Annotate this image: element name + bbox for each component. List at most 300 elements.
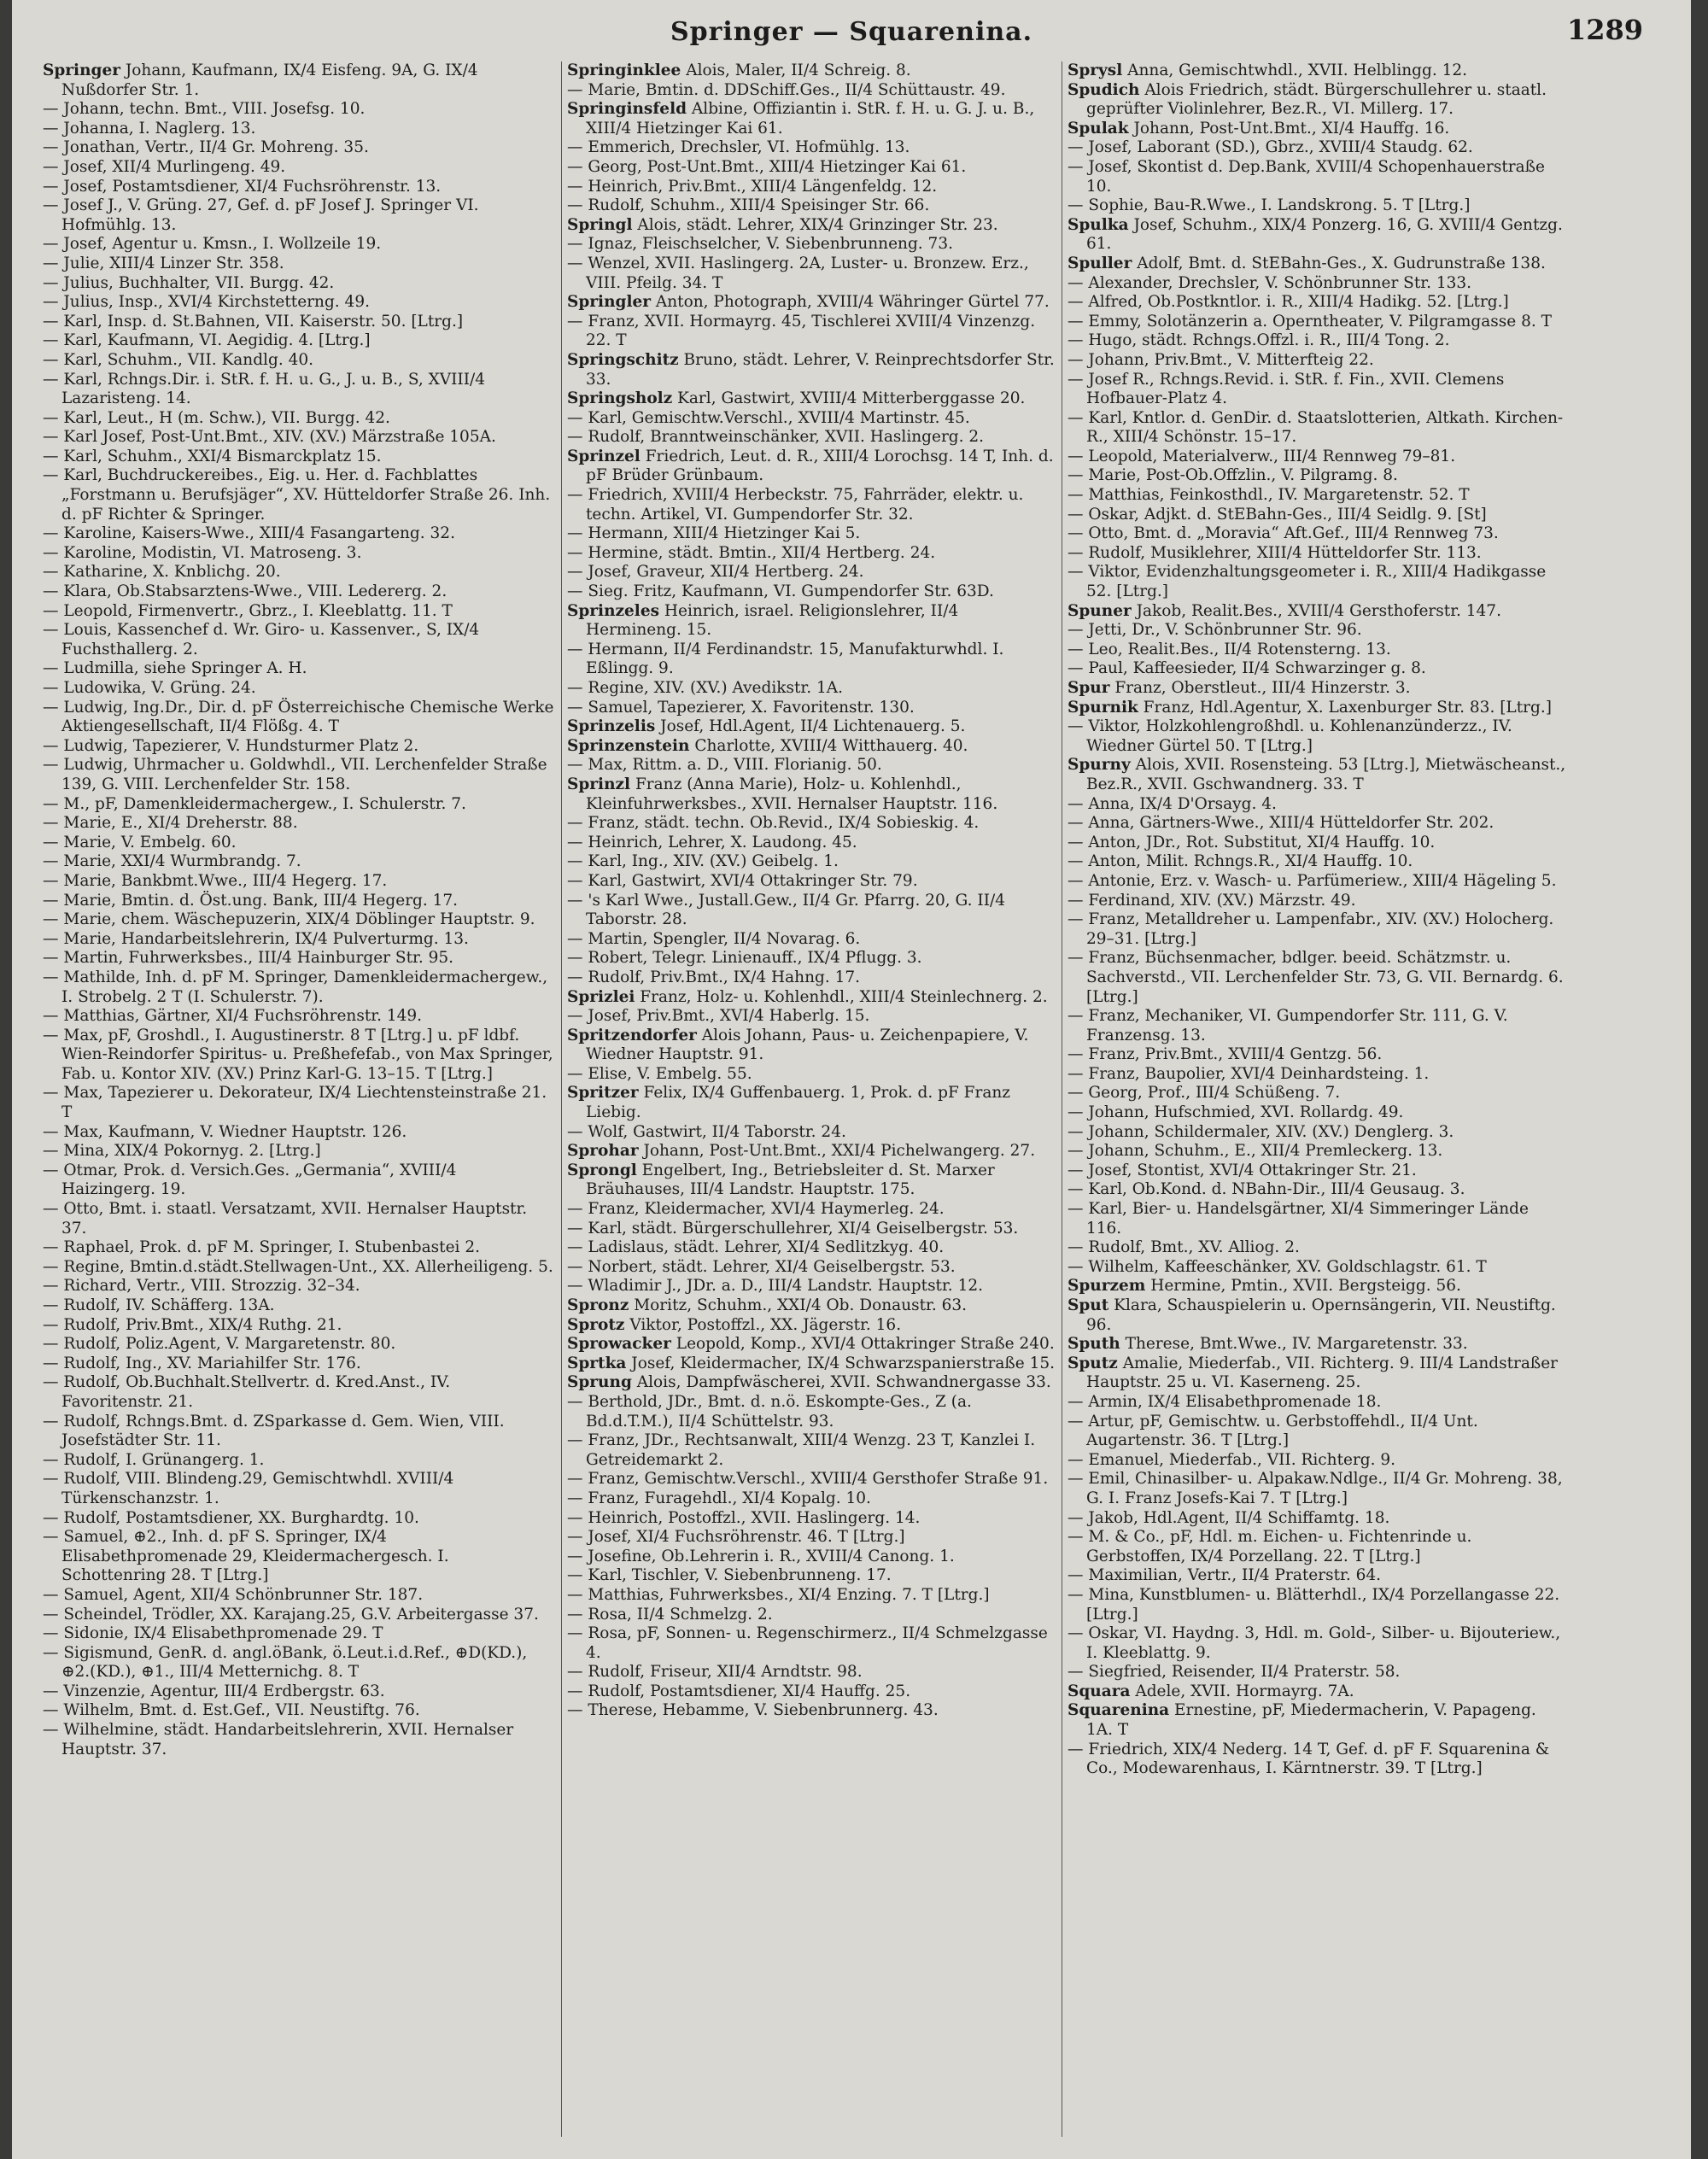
entry-text: Franz, Hdl.Agentur, X. Laxenburger Str. 83. [Ltrg.] — [1138, 698, 1552, 717]
entry-text: — Hermann, II/4 Ferdinandstr. 15, Manufakturwhdl. I. Eßlingg. 9. — [567, 640, 1004, 678]
entry-headword: Springsholz — [567, 389, 673, 408]
directory-entry — [567, 1200, 1056, 1220]
directory-entry — [43, 1335, 555, 1354]
directory-entry — [1068, 1296, 1566, 1335]
directory-entry — [1068, 120, 1566, 139]
directory-entry — [567, 428, 1056, 448]
directory-entry — [567, 1624, 1056, 1663]
directory-entry — [1068, 466, 1566, 486]
entry-text: — M. & Co., pF, Hdl. m. Eichen- u. Fichtenrinde u. Gerbstoffen, IX/4 Porzellang. 22. T [Ltrg.] — [1068, 1528, 1472, 1565]
directory-entry — [43, 602, 555, 622]
directory-entry — [1068, 1007, 1566, 1045]
entry-text: — Martin, Fuhrwerksbes., III/4 Hainburger Str. 95. — [43, 949, 454, 968]
directory-entry — [1068, 506, 1566, 525]
entry-text: — Ludwig, Ing.Dr., Dir. d. pF Österreichische Chemische Werke Aktiengesellschaft, II/4 Flößg. 4. T — [43, 698, 554, 736]
directory-entry — [43, 100, 555, 120]
directory-entry — [1068, 949, 1566, 1007]
entry-text: — Josef, Agentur u. Kmsn., I. Wollzeile 19. — [43, 235, 382, 254]
entry-text: Moritz, Schuhm., XXI/4 Ob. Donaustr. 63. — [629, 1296, 968, 1314]
directory-entry — [567, 814, 1056, 834]
directory-entry — [567, 1701, 1056, 1721]
directory-entry — [1068, 659, 1566, 679]
directory-entry — [43, 1123, 555, 1143]
entry-text: — Julius, Buchhalter, VII. Burgg. 42. — [43, 273, 335, 292]
entry-text: — Anna, IX/4 D'Orsayg. 4. — [1068, 794, 1277, 813]
entry-text: — Johann, techn. Bmt., VIII. Josefsg. 10. — [43, 100, 366, 119]
entry-text: — Josef J., V. Grüng. 27, Gef. d. pF Josef J. Springer VI. Hofmühlg. 13. — [43, 196, 479, 234]
directory-entry — [43, 1701, 555, 1721]
entry-text: — Otto, Bmt. i. staatl. Versatzamt, XVII. Hernalser Hauptstr. 37. — [43, 1200, 528, 1237]
entry-text: — Karoline, Modistin, VI. Matroseng. 3. — [43, 543, 362, 562]
directory-entry — [43, 968, 555, 1007]
directory-entry — [567, 1548, 1056, 1567]
entry-text: — Robert, Telegr. Linienauff., IX/4 Pflugg. 3. — [567, 949, 922, 968]
entry-text: — Anton, JDr., Rot. Substitut, XI/4 Hauffg. 10. — [1068, 833, 1436, 851]
entry-text: Franz, Oberstleut., III/4 Hinzerstr. 3. — [1109, 679, 1411, 697]
directory-entry — [567, 235, 1056, 255]
entry-headword: Springschitz — [567, 350, 679, 369]
entry-text: — Viktor, Evidenzhaltungsgeometer i. R., XIII/4 Hadikgasse 52. [Ltrg.] — [1068, 563, 1547, 601]
entry-text: — Johanna, I. Naglerg. 13. — [43, 119, 256, 137]
entry-headword: Springinklee — [567, 61, 681, 79]
entry-text: — Ladislaus, städt. Lehrer, XI/4 Sedlitzkyg. 40. — [567, 1238, 945, 1257]
entry-text: Jakob, Realit.Bes., XVIII/4 Gersthoferstr. 147. — [1131, 601, 1501, 620]
directory-entry — [1068, 196, 1566, 216]
directory-entry — [43, 178, 555, 197]
directory-entry — [567, 389, 1056, 409]
entry-headword: Spritzendorfer — [567, 1026, 697, 1044]
entry-headword: Springer — [43, 61, 120, 79]
directory-entry — [567, 486, 1056, 524]
directory-entry — [43, 120, 555, 139]
directory-entry — [43, 1624, 555, 1644]
directory-entry — [43, 544, 555, 564]
entry-text: — Leopold, Firmenvertr., Gbrz., I. Kleeblattg. 11. T — [43, 601, 453, 620]
directory-entry — [1068, 795, 1566, 815]
directory-entry — [567, 1509, 1056, 1529]
entry-text: — Norbert, städt. Lehrer, XI/4 Geiselbergstr. 53. — [567, 1257, 956, 1276]
directory-entry — [1068, 1045, 1566, 1065]
directory-entry — [567, 61, 1056, 81]
directory-entry — [567, 930, 1056, 950]
entry-text: — Rosa, II/4 Schmelzg. 2. — [567, 1605, 773, 1624]
entry-text: Hermine, Pmtin., XVII. Bergsteigg. 56. — [1145, 1277, 1461, 1296]
entry-text: — Otto, Bmt. d. „Moravia“ Aft.Gef., III/4 Rennweg 73. — [1068, 524, 1499, 543]
entry-text: — Karl, Tischler, V. Siebenbrunneng. 17. — [567, 1566, 892, 1585]
directory-entry — [567, 544, 1056, 564]
directory-entry — [43, 1296, 555, 1316]
entry-text: — Rudolf, Postamtsdiener, XI/4 Hauffg. 25. — [567, 1682, 911, 1700]
directory-entry — [43, 1277, 555, 1296]
directory-entry — [43, 1528, 555, 1586]
directory-entry — [567, 255, 1056, 293]
entry-text: Bruno, städt. Lehrer, V. Reinprechtsdorfer Str. 33. — [586, 350, 1055, 389]
directory-entry — [43, 1354, 555, 1374]
entry-headword: Sprtka — [567, 1354, 627, 1372]
entry-text: — Emanuel, Miederfab., VII. Richterg. 9. — [1068, 1450, 1396, 1469]
directory-entry — [567, 872, 1056, 892]
directory-entry — [1068, 1180, 1566, 1200]
directory-entry — [567, 1123, 1056, 1143]
directory-entry — [1068, 1335, 1566, 1354]
entry-text: — Ludwig, Tapezierer, V. Hundsturmer Platz 2. — [43, 736, 419, 755]
directory-entry — [567, 756, 1056, 775]
entry-text: — Mina, XIX/4 Pokornyg. 2. [Ltrg.] — [43, 1142, 321, 1161]
directory-entry — [1068, 621, 1566, 641]
entry-text: — Karl, Buchdruckereibes., Eig. u. Her. d. Fachblattes „Forstmann u. Berufsjäger“, XV. Hütteldorfer Straße 26. Inh. d. pF Richter & Springer. — [43, 466, 551, 524]
entry-text: — Paul, Kaffeesieder, II/4 Schwarzinger g. 8. — [1068, 659, 1426, 678]
entry-text: — Max, Tapezierer u. Dekorateur, IX/4 Liechtensteinstraße 21. T — [43, 1084, 547, 1122]
directory-entry — [567, 1027, 1056, 1065]
entry-text: — Oskar, Adjkt. d. StEBahn-Ges., III/4 Seidlg. 9. [St] — [1068, 505, 1487, 524]
directory-entry — [1068, 331, 1566, 351]
entry-text: — Samuel, Tapezierer, X. Favoritenstr. 130. — [567, 698, 915, 717]
page-header — [12, 14, 1691, 51]
entry-text: — Leo, Realit.Bes., II/4 Rotensterng. 13. — [1068, 640, 1391, 658]
entry-text: — Julie, XIII/4 Linzer Str. 358. — [43, 254, 284, 272]
entry-text: — Julius, Insp., XVI/4 Kirchstetterng. 49. — [43, 293, 370, 312]
entry-text: — Anton, Milit. Rchngs.R., XI/4 Hauffg. 10. — [1068, 852, 1413, 871]
entry-text: — Franz, Priv.Bmt., XVIII/4 Gentzg. 56. — [1068, 1045, 1383, 1064]
entry-text: Anna, Gemischtwhdl., XVII. Helblingg. 12. — [1122, 61, 1468, 79]
directory-entry — [567, 1373, 1056, 1393]
entry-text: — Max, Kaufmann, V. Wiedner Hauptstr. 126. — [43, 1122, 407, 1141]
entry-text: — Karl, Kntlor. d. GenDir. d. Staatslotterien, Altkath. Kirchen-R., XIII/4 Schönstr. 15–17. — [1068, 408, 1564, 447]
entry-text: — Marie, E., XI/4 Dreherstr. 88. — [43, 814, 298, 833]
directory-entry — [1068, 1065, 1566, 1085]
directory-entry — [567, 409, 1056, 429]
entry-text: — 's Karl Wwe., Justall.Gew., II/4 Gr. Pfarrg. 20, G. II/4 Taborstr. 28. — [567, 891, 1006, 929]
entry-text: — Martin, Spengler, II/4 Novarag. 6. — [567, 929, 861, 948]
entry-text: — Rudolf, Bmt., XV. Alliog. 2. — [1068, 1238, 1300, 1257]
entry-text: — Wolf, Gastwirt, II/4 Taborstr. 24. — [567, 1122, 846, 1141]
entry-text: — Johann, Priv.Bmt., V. Mitterfteig 22. — [1068, 350, 1374, 369]
entry-text: — Marie, V. Embelg. 60. — [43, 833, 237, 851]
entry-text: Alois, Dampfwäscherei, XVII. Schwandnergasse 33. — [631, 1373, 1051, 1392]
directory-entry — [43, 621, 555, 659]
entry-text: — Franz, städt. techn. Ob.Revid., IX/4 Sobieskig. 4. — [567, 814, 980, 833]
entry-text: — Karl, Insp. d. St.Bahnen, VII. Kaiserstr. 50. [Ltrg.] — [43, 312, 464, 331]
column-right — [1068, 61, 1566, 2142]
directory-entry — [567, 988, 1056, 1008]
directory-entry — [1068, 1258, 1566, 1278]
entry-text: — Sigismund, GenR. d. angl.öBank, ö.Leut.i.d.Ref., ⊕D(KD.), ⊕2.(KD.), ⊕1., III/4 Metternichg. 8. T — [43, 1643, 528, 1682]
entry-text: — Franz, Mechaniker, VI. Gumpendorfer Str. 111, G. V. Franzensg. 13. — [1068, 1007, 1508, 1044]
directory-entry — [43, 1682, 555, 1702]
entry-text: — Siegfried, Reisender, II/4 Praterstr. 58. — [1068, 1663, 1401, 1682]
entry-headword: Sprongl — [567, 1161, 637, 1179]
directory-entry — [567, 1682, 1056, 1702]
entry-text: — Karl, Gastwirt, XVI/4 Ottakringer Str. 79. — [567, 871, 918, 890]
directory-entry — [567, 1663, 1056, 1682]
directory-entry — [567, 582, 1056, 602]
directory-entry — [43, 138, 555, 158]
directory-entry — [1068, 679, 1566, 699]
entry-text: — Rudolf, Priv.Bmt., IX/4 Hahng. 17. — [567, 968, 861, 986]
directory-entry — [43, 737, 555, 757]
directory-entry — [1068, 1200, 1566, 1238]
directory-entry — [43, 795, 555, 815]
directory-entry — [567, 1489, 1056, 1509]
entry-text: — Georg, Post-Unt.Bmt., XIII/4 Hietzinger Kai 61. — [567, 157, 967, 176]
entry-text: Leopold, Komp., XVI/4 Ottakringer Straße 240. — [670, 1335, 1055, 1354]
entry-text: — Karl, Schuhm., XXI/4 Bismarckplatz 15. — [43, 447, 382, 465]
directory-entry — [43, 1509, 555, 1529]
directory-entry — [43, 1027, 555, 1085]
directory-entry — [1068, 1663, 1566, 1682]
directory-entry — [1068, 448, 1566, 467]
directory-entry — [43, 466, 555, 524]
column-left — [43, 61, 555, 2142]
directory-entry — [567, 1528, 1056, 1548]
entry-text: — Franz, Büchsenmacher, bdlger. beeid. Schätzmstr. u. Sachverstd., VII. Lerchenfelder Str. 73, G. VII. Bernardg. 6. [Ltrg.] — [1068, 949, 1564, 1006]
entry-text: — Rudolf, Poliz.Agent, V. Margaretenstr. 80. — [43, 1335, 396, 1354]
directory-entry — [567, 448, 1056, 486]
entry-text: Friedrich, Leut. d. R., XIII/4 Lorochsg. 14 T, Inh. d. pF Brüder Grünbaum. — [586, 447, 1054, 485]
directory-entry — [1068, 409, 1566, 448]
entry-text: — Armin, IX/4 Elisabethpromenade 18. — [1068, 1392, 1382, 1411]
directory-entry — [1068, 1451, 1566, 1471]
directory-entry — [567, 1007, 1056, 1027]
entry-headword: Sputh — [1068, 1335, 1120, 1354]
directory-entry — [567, 1142, 1056, 1161]
entry-text: — Artur, pF, Gemischtw. u. Gerbstoffehdl., II/4 Unt. Augartenstr. 36. T [Ltrg.] — [1068, 1412, 1478, 1450]
entry-text: — Marie, Bankbmt.Wwe., III/4 Hegerg. 17. — [43, 871, 388, 890]
directory-entry — [43, 1606, 555, 1625]
entry-text: — Ignaz, Fleischselcher, V. Siebenbrunneng. 73. — [567, 235, 953, 254]
entry-text: — Therese, Hebamme, V. Siebenbrunnerg. 43. — [567, 1701, 939, 1720]
entry-text: Charlotte, XVIII/4 Witthauerg. 40. — [689, 736, 968, 755]
entry-text: — Franz, Baupolier, XVI/4 Deinhardsteing. 1. — [1068, 1064, 1430, 1083]
entry-text: — Maximilian, Vertr., II/4 Praterstr. 64. — [1068, 1566, 1382, 1585]
entry-text: — Wenzel, XVII. Haslingerg. 2A, Luster- u. Bronzew. Erz., VIII. Pfeilg. 34. T — [567, 254, 1029, 292]
directory-entry — [567, 1393, 1056, 1431]
directory-entry — [1068, 717, 1566, 756]
entry-text: Anton, Photograph, XVIII/4 Währinger Gürtel 77. — [651, 293, 1050, 312]
entry-headword: Spulka — [1068, 215, 1129, 234]
entry-text: — Karl, Rchngs.Dir. i. StR. f. H. u. G., J. u. B., S, XVIII/4 Lazaristeng. 14. — [43, 370, 486, 408]
entry-text: — Franz, XVII. Hormayrg. 45, Tischlerei XVIII/4 Vinzenzg. 22. T — [567, 312, 1036, 350]
entry-text: — Johann, Hufschmied, XVI. Rollardg. 49. — [1068, 1103, 1404, 1122]
directory-entry — [1068, 602, 1566, 622]
directory-entry — [567, 1296, 1056, 1316]
directory-entry — [1068, 834, 1566, 853]
directory-entry — [1068, 486, 1566, 506]
entry-headword: Spuller — [1068, 254, 1132, 272]
entry-headword: Sprinzenstein — [567, 736, 690, 755]
directory-entry — [567, 1354, 1056, 1374]
entry-text: — Marie, Bmtin. d. DDSchiff.Ges., II/4 Schüttaustr. 49. — [567, 80, 1006, 99]
entry-text: — Ludmilla, siehe Springer A. H. — [43, 659, 307, 678]
entry-text: — Heinrich, Priv.Bmt., XIII/4 Längenfeldg. 12. — [567, 177, 938, 196]
directory-entry — [43, 274, 555, 294]
entry-headword: Spuner — [1068, 601, 1132, 620]
directory-entry — [567, 1606, 1056, 1625]
directory-entry — [1068, 1413, 1566, 1451]
entry-text: — Josef, Laborant (SD.), Gbrz., XVIII/4 Staudg. 62. — [1068, 138, 1473, 157]
directory-entry — [43, 1451, 555, 1471]
entry-text: — Karl, städt. Bürgerschullehrer, XI/4 Geiselbergstr. 53. — [567, 1219, 1019, 1237]
directory-entry — [1068, 1142, 1566, 1161]
entry-text: — Josef, XII/4 Murlingeng. 49. — [43, 157, 286, 176]
entry-headword: Sprotz — [567, 1315, 625, 1334]
entry-text: — Karl, Kaufmann, VI. Aegidig. 4. [Ltrg.] — [43, 331, 371, 350]
entry-headword: Sprizlei — [567, 987, 635, 1006]
entry-text: Alois, städt. Lehrer, XIX/4 Grinzinger Str. 23. — [632, 215, 998, 234]
entry-text: — Wilhelm, Bmt. d. Est.Gef., VII. Neustiftg. 76. — [43, 1701, 420, 1720]
entry-headword: Spudich — [1068, 80, 1140, 99]
entry-text: — Matthias, Feinkosthdl., IV. Margaretenstr. 52. T — [1068, 486, 1470, 505]
entry-text: — Rudolf, Schuhm., XIII/4 Speisinger Str. 66. — [567, 196, 930, 215]
entry-text: Josef, Hdl.Agent, II/4 Lichtenauerg. 5. — [655, 717, 966, 736]
directory-entry — [43, 659, 555, 679]
entry-text: — Emil, Chinasilber- u. Alpakaw.Ndlge., II/4 Gr. Mohreng. 38, G. I. Franz Josefs-Kai 7. T [Ltrg.] — [1068, 1470, 1563, 1507]
directory-entry — [43, 563, 555, 582]
directory-entry — [1068, 293, 1566, 313]
directory-entry — [1068, 1624, 1566, 1663]
entry-headword: Sputz — [1068, 1354, 1118, 1372]
entry-text: — Josef, Priv.Bmt., XVI/4 Haberlg. 15. — [567, 1007, 870, 1026]
directory-entry — [1068, 1470, 1566, 1508]
directory-entry — [567, 313, 1056, 351]
entry-text: — Hermine, städt. Bmtin., XII/4 Hertberg. 24. — [567, 543, 936, 562]
entry-text: — Sidonie, IX/4 Elisabethpromenade 29. T — [43, 1624, 383, 1643]
entry-text: — Jonathan, Vertr., II/4 Gr. Mohreng. 35. — [43, 138, 369, 157]
directory-entry — [567, 1470, 1056, 1489]
directory-entry — [1068, 910, 1566, 949]
column-middle — [567, 61, 1056, 2142]
entry-text: — Antonie, Erz. v. Wasch- u. Parfümeriew., XIII/4 Hägeling 5. — [1068, 871, 1557, 890]
entry-text: — Karl, Ob.Kond. d. NBahn-Dir., III/4 Geusaug. 3. — [1068, 1180, 1465, 1199]
entry-headword: Spur — [1068, 679, 1110, 697]
directory-entry — [1068, 61, 1566, 81]
entry-text: — Johann, Schuhm., E., XII/4 Premleckerg. 13. — [1068, 1142, 1443, 1161]
entry-text: — Emmerich, Drechsler, VI. Hofmühlg. 13. — [567, 138, 910, 157]
entry-text: — Regine, XIV. (XV.) Avedikstr. 1A. — [567, 679, 843, 697]
entry-text: — Karl, Leut., H (m. Schw.), VII. Burgg. 42. — [43, 408, 390, 427]
directory-entry — [567, 1220, 1056, 1239]
directory-entry — [567, 852, 1056, 872]
directory-entry — [567, 196, 1056, 216]
entry-text: — Karl, Gemischtw.Verschl., XVIII/4 Martinstr. 45. — [567, 408, 970, 427]
entry-text: — Josef, Graveur, XII/4 Hertberg. 24. — [567, 563, 864, 582]
entry-headword: Springler — [567, 293, 652, 312]
directory-entry — [43, 699, 555, 737]
entry-text: — Josef, Skontist d. Dep.Bank, XVIII/4 Schopenhauerstraße 10. — [1068, 157, 1545, 196]
entry-text: — Karl, Ing., XIV. (XV.) Geibelg. 1. — [567, 852, 839, 871]
entry-text: — Franz, Gemischtw.Verschl., XVIII/4 Gersthofer Straße 91. — [567, 1470, 1049, 1489]
directory-entry — [1068, 641, 1566, 660]
entry-text: — Scheindel, Trödler, XX. Karajang.25, G.V. Arbeitergasse 37. — [43, 1605, 539, 1624]
entry-text: — Katharine, X. Knblichg. 20. — [43, 563, 281, 582]
directory-entry — [567, 100, 1056, 138]
entry-text: Johann, Post-Unt.Bmt., XXI/4 Pichelwangerg. 27. — [638, 1142, 1036, 1161]
directory-entry — [567, 1258, 1056, 1278]
entry-text: — Marie, chem. Wäschepuzerin, XIX/4 Döblinger Hauptstr. 9. — [43, 910, 535, 929]
entry-text: Albine, Offiziantin i. StR. f. H. u. G. J. u. B., XIII/4 Hietzinger Kai 61. — [586, 100, 1035, 137]
entry-headword: Sprinzl — [567, 775, 631, 793]
directory-entry — [1068, 313, 1566, 332]
directory-entry — [567, 717, 1056, 737]
entry-text: — M., pF, Damenkleidermachergew., I. Schulerstr. 7. — [43, 794, 466, 813]
directory-entry — [43, 255, 555, 274]
entry-text: — Josefine, Ob.Lehrerin i. R., XVIII/4 Canong. 1. — [567, 1547, 955, 1565]
entry-headword: Sprohar — [567, 1142, 639, 1161]
entry-text: — Franz, Metalldreher u. Lampenfabr., XIV. (XV.) Holocherg. 29–31. [Ltrg.] — [1068, 910, 1554, 948]
directory-entry — [1068, 138, 1566, 158]
directory-entry — [1068, 1123, 1566, 1143]
directory-entry — [567, 138, 1056, 158]
directory-entry — [43, 1142, 555, 1161]
entry-text: — Josef R., Rchngs.Revid. i. StR. f. Fin., XVII. Clemens Hofbauer-Platz 4. — [1068, 370, 1505, 408]
directory-entry — [43, 293, 555, 313]
entry-text: Adele, XVII. Hormayrg. 7A. — [1130, 1682, 1354, 1700]
entry-text: — Hugo, städt. Rchngs.Offzl. i. R., III/4 Tong. 2. — [1068, 331, 1450, 350]
entry-text: — Ludwig, Uhrmacher u. Goldwhdl., VII. Lerchenfelder Straße 139, G. VIII. Lerchenfelder Str. 158. — [43, 756, 547, 793]
directory-entry — [43, 351, 555, 371]
entry-text: — Karl, Schuhm., VII. Kandlg. 40. — [43, 350, 314, 369]
directory-entry — [1068, 1238, 1566, 1258]
entry-text: — Rosa, pF, Sonnen- u. Regenschirmerz., II/4 Schmelzgasse 4. — [567, 1624, 1048, 1662]
directory-entry — [567, 1316, 1056, 1336]
directory-entry — [1068, 814, 1566, 834]
directory-entry — [567, 216, 1056, 236]
entry-text: — Raphael, Prok. d. pF M. Springer, I. Stubenbastei 2. — [43, 1238, 480, 1257]
directory-entry — [43, 1586, 555, 1606]
directory-entry — [43, 235, 555, 255]
directory-entry — [1068, 274, 1566, 294]
directory-entry — [1068, 1586, 1566, 1624]
entry-text: — Hermann, XIII/4 Hietzinger Kai 5. — [567, 524, 861, 543]
entry-text: — Mathilde, Inh. d. pF M. Springer, Damenkleidermachergew., I. Strobelg. 2 T (I. Schulerstr. 7). — [43, 968, 548, 1006]
entry-text: — Alfred, Ob.Postkntlor. i. R., XIII/4 Hadikg. 52. [Ltrg.] — [1068, 293, 1509, 312]
entry-text: — Otmar, Prok. d. Versich.Ges. „Germania“, XVIII/4 Haizingerg. 19. — [43, 1161, 457, 1199]
entry-text: — Rudolf, Friseur, XII/4 Arndtstr. 98. — [567, 1663, 863, 1682]
entry-text: — Viktor, Holzkohlengroßhdl. u. Kohlenanzünderzz., IV. Wiedner Gürtel 50. T [Ltrg.] — [1068, 717, 1512, 755]
entry-text: Ernestine, pF, Miedermacherin, V. Papageng. 1A. T — [1086, 1701, 1536, 1740]
directory-entry — [1068, 563, 1566, 601]
entry-text: Johann, Kaufmann, IX/4 Eisfeng. 9A, G. IX/4 Nußdorfer Str. 1. — [61, 61, 478, 99]
entry-text: — Rudolf, Branntweinschänker, XVII. Haslingerg. 2. — [567, 428, 985, 447]
entry-text: — Josef, Stontist, XVI/4 Ottakringer Str. 21. — [1068, 1161, 1417, 1179]
entry-text: — Rudolf, Ing., XV. Mariahilfer Str. 176. — [43, 1354, 361, 1372]
entry-text: — Richard, Vertr., VIII. Strozzig. 32–34. — [43, 1277, 360, 1296]
directory-entry — [1068, 1103, 1566, 1123]
directory-entry — [567, 1161, 1056, 1200]
entry-text: — Regine, Bmtin.d.städt.Stellwagen-Unt., XX. Allerheiligeng. 5. — [43, 1257, 553, 1276]
entry-text: — Wilhelm, Kaffeeschänker, XV. Goldschlagstr. 61. T — [1068, 1257, 1487, 1276]
entry-text: — Franz, Furagehdl., XI/4 Kopalg. 10. — [567, 1489, 871, 1507]
entry-text: Josef, Schuhm., XIX/4 Ponzerg. 16, G. XVIII/4 Gentzg. 61. — [1086, 215, 1563, 254]
directory-entry — [43, 1413, 555, 1451]
entry-text: Josef, Kleidermacher, IX/4 Schwarzspanierstraße 15. — [626, 1354, 1056, 1372]
directory-entry — [1068, 1509, 1566, 1529]
entry-text: Adolf, Bmt. d. StEBahn-Ges., X. Gudrunstraße 138. — [1132, 254, 1546, 272]
entry-headword: Sput — [1068, 1296, 1109, 1314]
directory-entry — [43, 1258, 555, 1278]
directory-entry — [567, 81, 1056, 101]
directory-entry — [43, 448, 555, 467]
directory-entry — [1068, 1277, 1566, 1296]
entry-text: Therese, Bmt.Wwe., IV. Margaretenstr. 33. — [1120, 1335, 1468, 1354]
entry-text: Franz (Anna Marie), Holz- u. Kohlenhdl., Kleinfuhrwerksbes., XVII. Hernalser Hauptstr. 116. — [586, 775, 998, 813]
entry-headword: Spronz — [567, 1296, 629, 1314]
entry-text: — Leopold, Materialverw., III/4 Rennweg 79–81. — [1068, 447, 1456, 465]
entry-text: — Oskar, VI. Haydng. 3, Hdl. m. Gold-, Silber- u. Bijouteriew., I. Kleeblattg. 9. — [1068, 1624, 1561, 1662]
entry-headword: Squara — [1068, 1682, 1131, 1700]
entry-text: — Louis, Kassenchef d. Wr. Giro- u. Kassenver., S, IX/4 Fuchsthallerg. 2. — [43, 621, 480, 658]
entry-text: — Marie, Bmtin. d. Öst.ung. Bank, III/4 Hegerg. 17. — [43, 891, 459, 910]
